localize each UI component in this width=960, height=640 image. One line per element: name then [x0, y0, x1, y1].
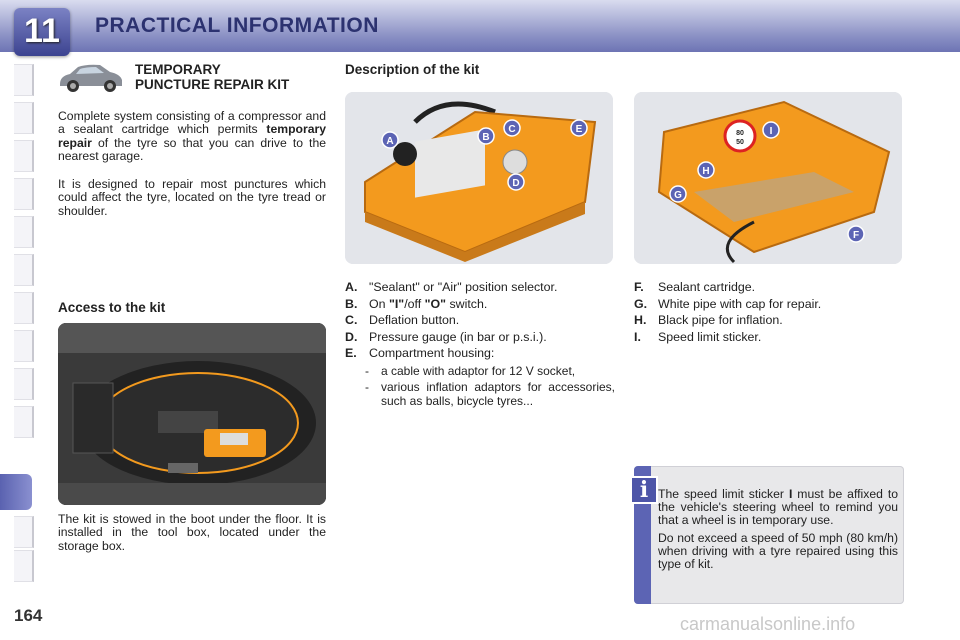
intro-paragraph-2: It is designed to repair most punctures which could affect the tyre, located on the tyre tread or shoulder. — [58, 177, 326, 218]
chapter-tab[interactable] — [14, 254, 34, 286]
chapter-tab[interactable] — [14, 216, 34, 248]
sub-item-text: a cable with adaptor for 12 V socket, — [381, 363, 576, 378]
intro-paragraph — [58, 110, 326, 164]
chapter-tab[interactable] — [14, 292, 34, 324]
list-item — [634, 312, 904, 329]
callout-d: D — [512, 178, 520, 189]
item-label: A. — [345, 280, 358, 294]
kit-front-photo — [345, 92, 613, 264]
item-label: F. — [634, 280, 644, 294]
item-text-off: "O" — [424, 296, 447, 311]
item-text: Sealant cartridge. — [658, 280, 756, 294]
item-text: Speed limit sticker. — [658, 329, 762, 344]
item-text: Deflation button. — [369, 313, 460, 328]
chapter-tab[interactable] — [14, 406, 34, 438]
sub-item — [345, 365, 615, 379]
item-label: I. — [634, 329, 641, 344]
page-number: 164 — [14, 606, 43, 625]
watermark: carmanualsonline.info — [680, 614, 856, 634]
car-icon — [56, 62, 126, 94]
sticker-50: 50 — [736, 139, 744, 146]
description-title: Description of the kit — [345, 62, 480, 77]
item-text: Black pipe for inflation. — [658, 313, 783, 328]
info-text — [658, 488, 898, 576]
items-list-right — [634, 279, 904, 345]
item-text-post: switch. — [446, 296, 488, 311]
chapter-tab[interactable] — [14, 550, 34, 582]
info-paragraph-1 — [658, 488, 898, 527]
chapter-tab[interactable] — [14, 368, 34, 400]
chapter-tab[interactable] — [14, 140, 34, 172]
callout-a: A — [386, 136, 394, 147]
list-item — [345, 345, 615, 362]
info-text-bold: I — [788, 487, 793, 501]
kit-title-line2: PUNCTURE REPAIR KIT — [135, 77, 290, 92]
sticker-80: 80 — [736, 130, 744, 137]
items-list-left — [345, 279, 615, 411]
item-label: H. — [634, 313, 647, 328]
callout-f: F — [852, 230, 860, 241]
item-label: C. — [345, 313, 358, 328]
list-item — [634, 329, 904, 346]
item-label: D. — [345, 329, 358, 344]
list-item — [345, 329, 615, 346]
info-box — [634, 466, 904, 604]
item-text: White pipe with cap for repair. — [658, 296, 822, 311]
list-item — [345, 296, 615, 313]
kit-title — [135, 62, 289, 92]
item-label: B. — [345, 296, 358, 311]
item-text-on: "I" — [388, 296, 405, 311]
list-item — [345, 312, 615, 329]
intro-text-end: of the tyre so that you can drive to the nearest garage. — [58, 135, 326, 164]
info-text-c: must be affixed to the vehicle's steering wheel to remind you that a wheel is in temporary use. — [658, 487, 898, 527]
sub-item-text: various inflation adaptors for accessories, such as balls, bicycle tyres... — [381, 380, 615, 408]
sub-item-dash: - — [365, 363, 369, 378]
chapter-number: 11 — [24, 12, 60, 50]
callout-g: G — [674, 190, 682, 201]
callout-i: I — [769, 126, 773, 137]
callout-h: H — [702, 166, 710, 177]
list-item — [634, 296, 904, 313]
kit-back-photo — [634, 92, 902, 264]
page-header — [0, 0, 960, 52]
intro-text: Complete system consisting of a compressor and a sealant cartridge which permits — [58, 109, 326, 137]
boot-photo — [58, 323, 326, 505]
access-title: Access to the kit — [58, 300, 166, 315]
item-text: Compartment housing: — [369, 346, 495, 361]
item-text: "Sealant" or "Air" position selector. — [369, 280, 558, 294]
sub-item — [345, 381, 615, 408]
callout-e: E — [575, 124, 583, 135]
info-text-a: The speed limit sticker — [658, 487, 789, 501]
sub-item-dash: - — [365, 380, 369, 395]
chapter-tab[interactable] — [14, 102, 34, 134]
chapter-tab[interactable] — [14, 330, 34, 362]
page-title: PRACTICAL INFORMATION — [95, 14, 379, 37]
item-text-pre: On — [369, 296, 389, 311]
chapter-tab-active[interactable] — [0, 474, 32, 510]
item-label: G. — [634, 296, 648, 311]
list-item — [345, 279, 615, 296]
item-text-mid: /off — [404, 296, 425, 311]
chapter-badge — [14, 8, 70, 56]
item-text: Pressure gauge (in bar or p.s.i.). — [369, 329, 547, 344]
chapter-tab[interactable] — [14, 516, 34, 548]
item-text — [369, 296, 487, 313]
info-paragraph-2: Do not exceed a speed of 50 mph (80 km/h) when driving with a tyre repaired using this type of kit. — [658, 531, 898, 571]
chapter-tab[interactable] — [14, 178, 34, 210]
callout-c: C — [508, 124, 516, 135]
access-paragraph: The kit is stowed in the boot under the floor. It is installed in the tool box, located under the storage box. — [58, 512, 326, 553]
chapter-tabs — [0, 64, 32, 579]
chapter-tab[interactable] — [14, 64, 34, 96]
callout-b: B — [482, 132, 490, 143]
info-icon: i — [630, 476, 658, 504]
list-item — [634, 279, 904, 296]
intro-bold: temporary repair — [58, 122, 326, 150]
item-label: E. — [345, 346, 357, 361]
kit-title-line1: TEMPORARY — [135, 62, 221, 77]
